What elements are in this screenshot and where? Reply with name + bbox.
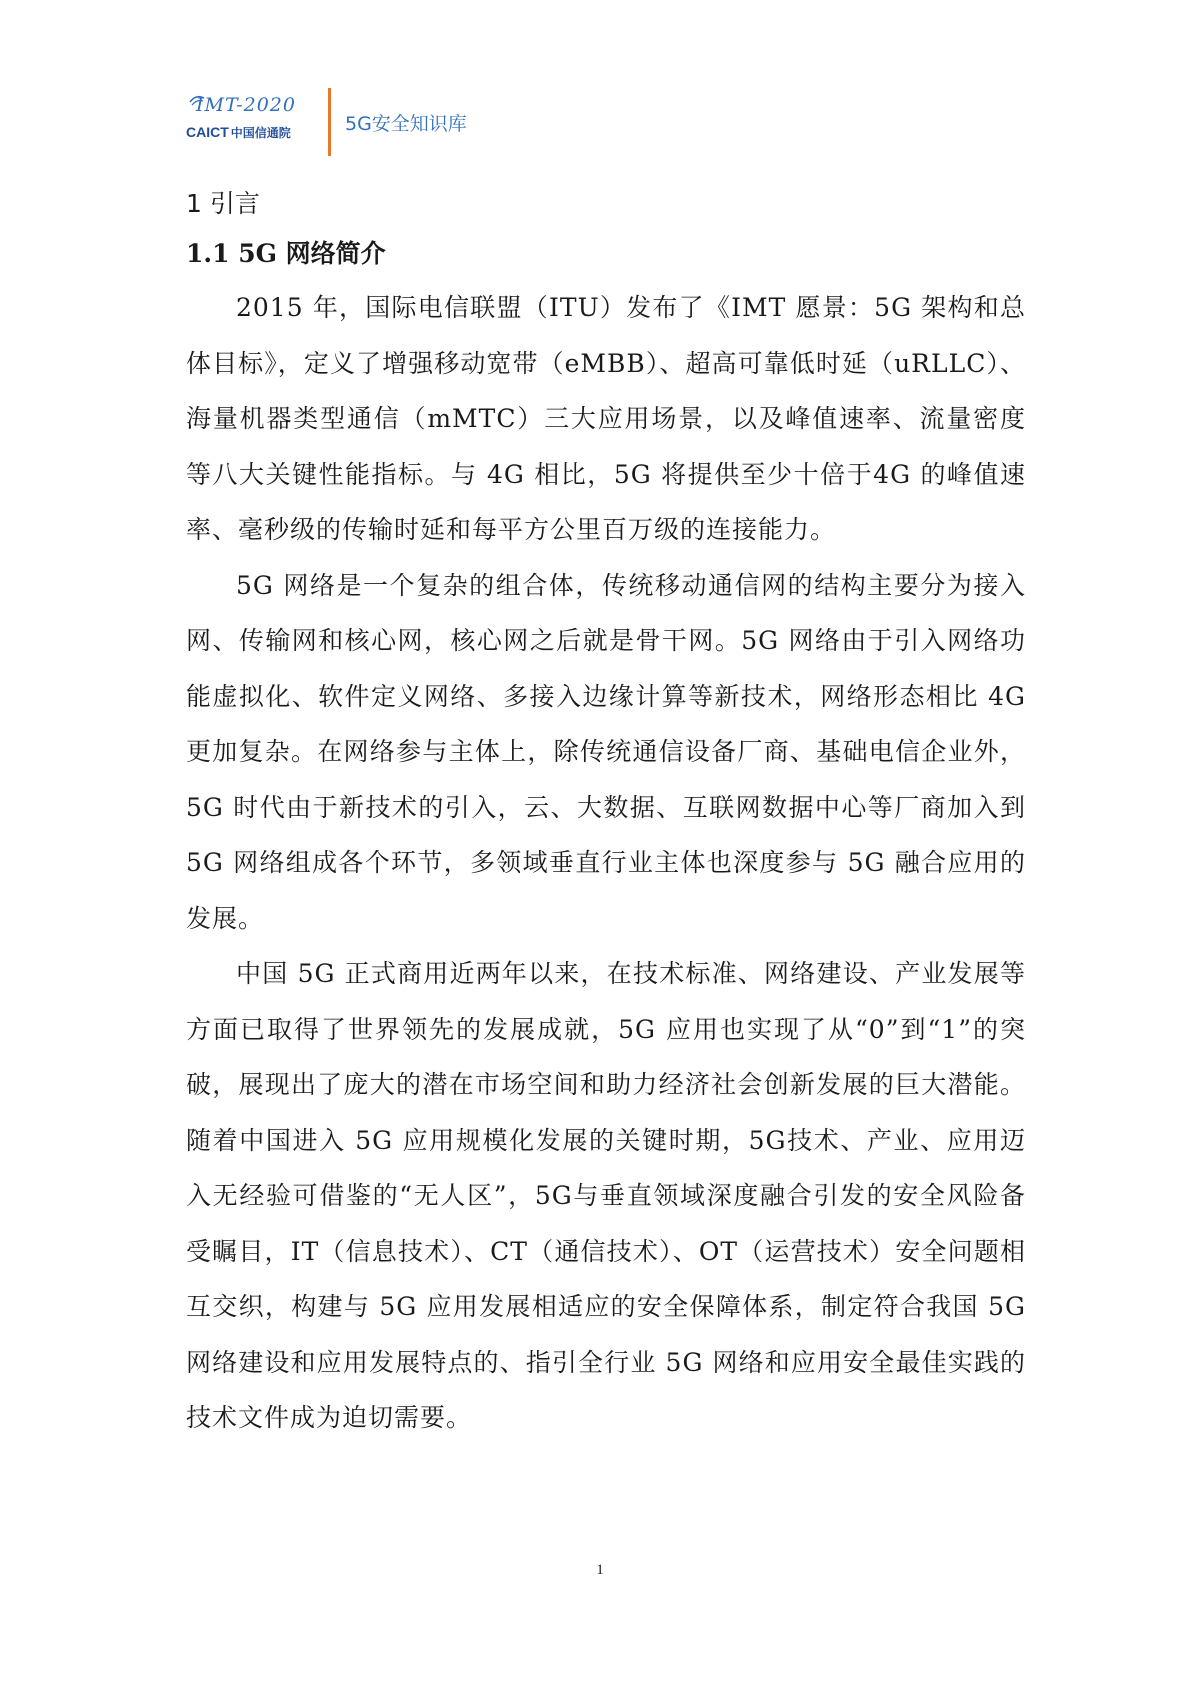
- paragraph-1: 2015 年，国际电信联盟（ITU）发布了《IMT 愿景：5G 架构和总体目标》，定义了增强移动宽带（eMBB）、超高可靠低时延（uRLLC）、海量机器类型通信（mMTC）三大应用场景，以及峰值速率、流量密度等八大关键性能指标。与 4G 相比，5G 将提供至少十倍于4G 的峰值速率、毫秒级的传输时延和每平方公里百万级的连接能力。: [186, 293, 1026, 544]
- logo-caict-cn: 中国信通院: [230, 126, 291, 140]
- document-body: [186, 180, 1026, 1446]
- logo-caict-text: [186, 124, 291, 141]
- section-heading: 1 引言: [186, 189, 260, 218]
- logo-caict-abbr: CAICT: [186, 124, 229, 140]
- page-number: 1: [596, 1562, 604, 1578]
- imt2020-caict-logo: [186, 92, 316, 152]
- paragraph-2: 5G 网络是一个复杂的组合体，传统移动通信网的结构主要分为接入网、传输网和核心网，核心网之后就是骨干网。5G 网络由于引入网络功能虚拟化、软件定义网络、多接入边缘计算等新技术，网络形态相比 4G 更加复杂。在网络参与主体上，除传统通信设备厂商、基础电信企业外，5G 时代由于新技术的引入，云、大数据、互联网数据中心等厂商加入到 5G 网络组成各个环节，多领域垂直行业主体也深度参与 5G 融合应用的发展。: [186, 570, 1026, 933]
- header-title: 5G安全知识库: [345, 112, 467, 135]
- paragraph-3: 中国 5G 正式商用近两年以来，在技术标准、网络建设、产业发展等方面已取得了世界领先的发展成就，5G 应用也实现了从“0”到“1”的突破，展现出了庞大的潜在市场空间和助力经济社会创新发展的巨大潜能。随着中国进入 5G 应用规模化发展的关键时期，5G技术、产业、应用迈入无经验可借鉴的“无人区”，5G与垂直领域深度融合引发的安全风险备受瞩目，IT（信息技术）、CT（通信技术）、OT（运营技术）安全问题相互交织，构建与 5G 应用发展相适应的安全保障体系，制定符合我国 5G 网络建设和应用发展特点的、指引全行业 5G 网络和应用安全最佳实践的技术文件成为迫切需要。: [186, 959, 1026, 1432]
- header-divider: [328, 88, 331, 156]
- subsection-heading: 1.1 5G 网络简介: [186, 239, 386, 268]
- page-header: [186, 86, 467, 158]
- logo-imt-text: IMT-2020: [196, 94, 296, 116]
